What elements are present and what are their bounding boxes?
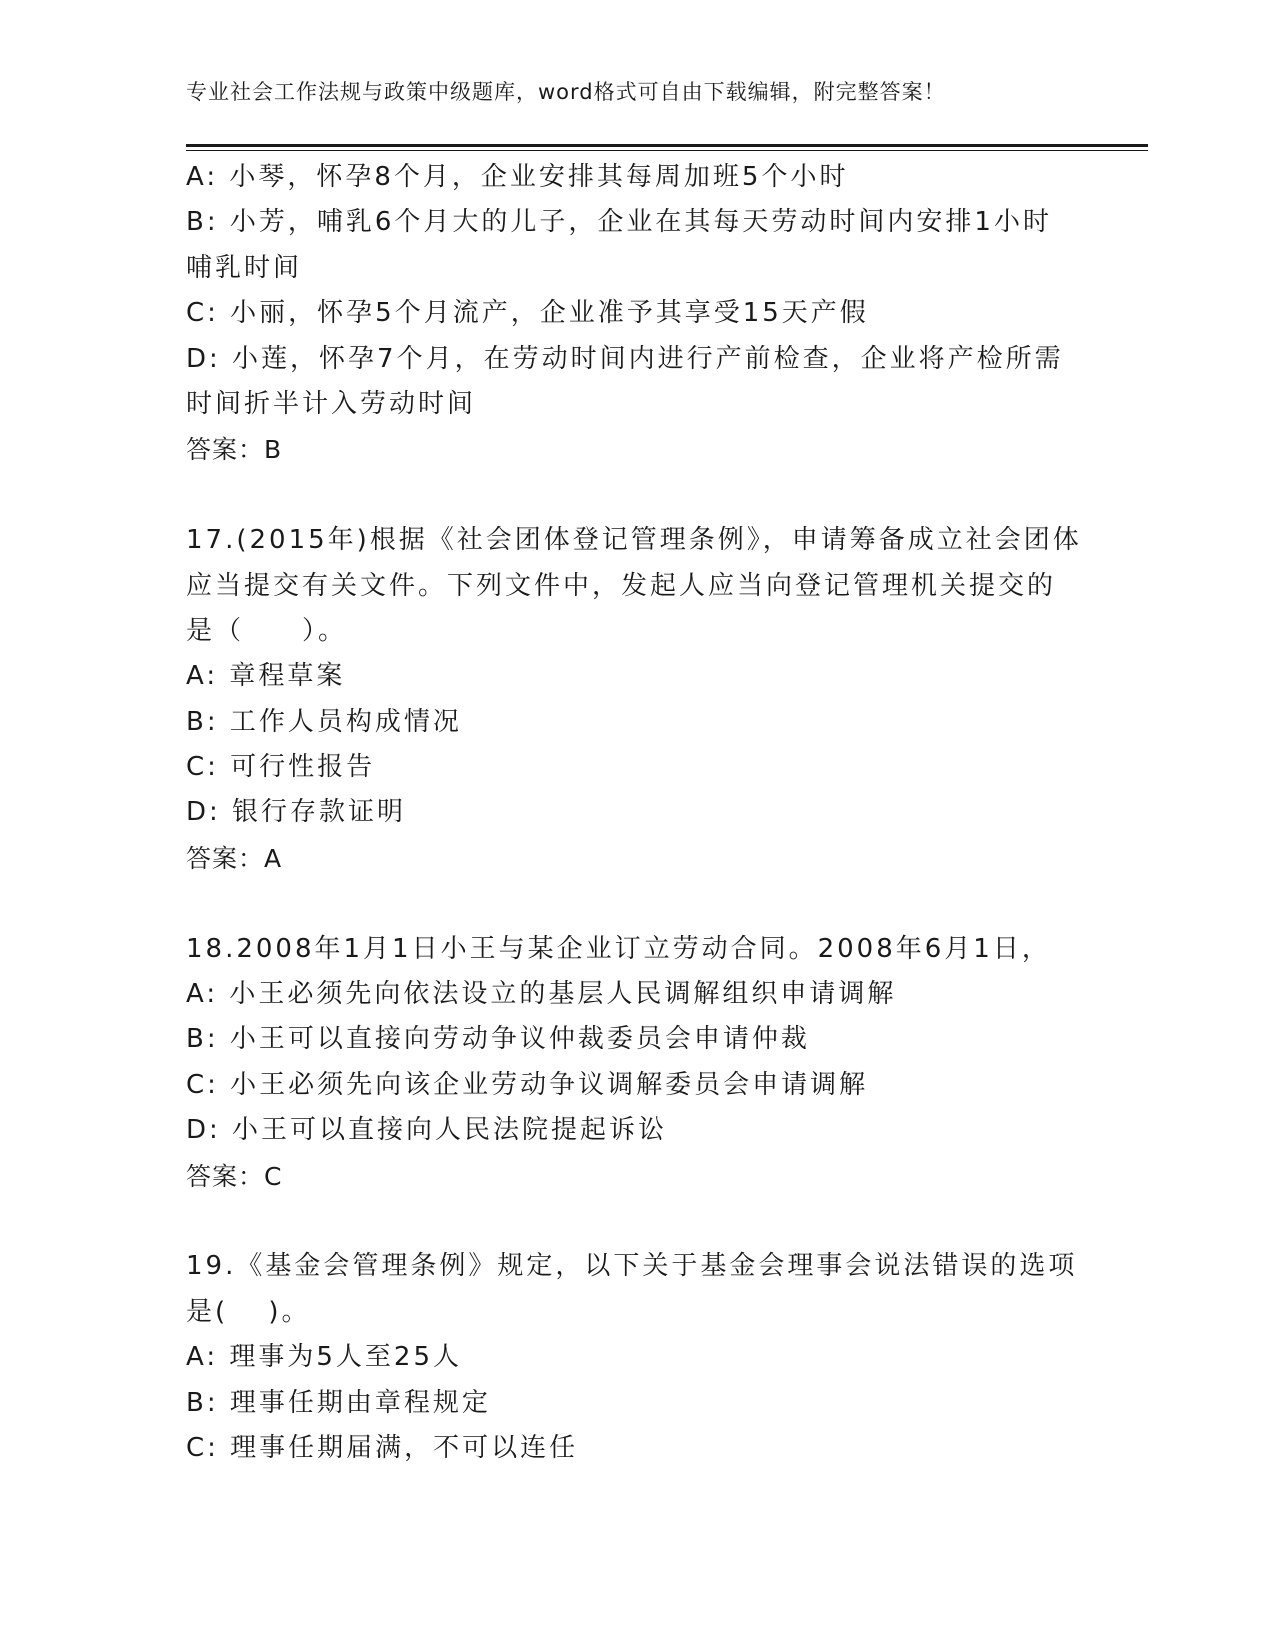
q17-option-b: B: 工作人员构成情况 xyxy=(186,706,462,737)
q16-option-d: D: 小莲，怀孕7个月，在劳动时间内进行产前检查，企业将产检所需 xyxy=(186,343,1064,374)
q16-option-b: B: 小芳，哺乳6个月大的儿子，企业在其每天劳动时间内安排1小时 xyxy=(186,207,1052,238)
q16-answer: 答案：B xyxy=(186,435,283,465)
q18-option-a: A: 小王必须先向依法设立的基层人民调解组织申请调解 xyxy=(186,979,897,1010)
spacer xyxy=(186,473,1086,518)
spacer xyxy=(186,1199,1086,1244)
header-divider-thin xyxy=(186,150,1148,151)
q17-stem: 17.(2015年)根据《社会团体登记管理条例》，申请筹备成立社会团体 xyxy=(186,525,1082,556)
q19-stem-cont: 是( )。 xyxy=(186,1296,311,1327)
q18-option-b: B: 小王可以直接向劳动争议仲裁委员会申请仲裁 xyxy=(186,1024,810,1055)
header-divider xyxy=(186,144,1148,147)
q18-option-d: D: 小王可以直接向人民法院提起诉讼 xyxy=(186,1115,668,1146)
q19-option-a: A: 理事为5人至25人 xyxy=(186,1342,462,1373)
q16-option-a: A: 小琴，怀孕8个月，企业安排其每周加班5个小时 xyxy=(186,162,849,192)
q18-answer: 答案：C xyxy=(186,1161,283,1191)
q16-option-d-cont: 时间折半计入劳动时间 xyxy=(186,388,477,419)
q16-option-b-cont: 哺乳时间 xyxy=(186,252,303,283)
page-header: 专业社会工作法规与政策中级题库，word格式可自由下载编辑，附完整答案！ xyxy=(186,80,946,104)
q19-stem: 19.《基金会管理条例》规定，以下关于基金会理事会说法错误的选项 xyxy=(186,1251,1078,1282)
q16-option-c: C: 小丽，怀孕5个月流产，企业准予其享受15天产假 xyxy=(186,298,869,329)
q17-stem-cont1: 应当提交有关文件。下列文件中，发起人应当向登记管理机关提交的 xyxy=(186,570,1057,601)
document-body xyxy=(186,155,1086,1471)
q19-option-b: B: 理事任期由章程规定 xyxy=(186,1387,491,1418)
q17-answer: 答案：A xyxy=(186,843,283,873)
q17-stem-cont2: 是（ ）。 xyxy=(186,615,348,646)
q17-option-c: C: 可行性报告 xyxy=(186,752,376,783)
q18-stem: 18.2008年1月1日小王与某企业订立劳动合同。2008年6月1日， xyxy=(186,933,1051,964)
q18-option-c: C: 小王必须先向该企业劳动争议调解委员会申请调解 xyxy=(186,1069,869,1100)
spacer xyxy=(186,881,1086,926)
q17-option-d: D: 银行存款证明 xyxy=(186,797,407,828)
q17-option-a: A: 章程草案 xyxy=(186,661,346,692)
q19-option-c: C: 理事任期届满，不可以连任 xyxy=(186,1432,579,1463)
